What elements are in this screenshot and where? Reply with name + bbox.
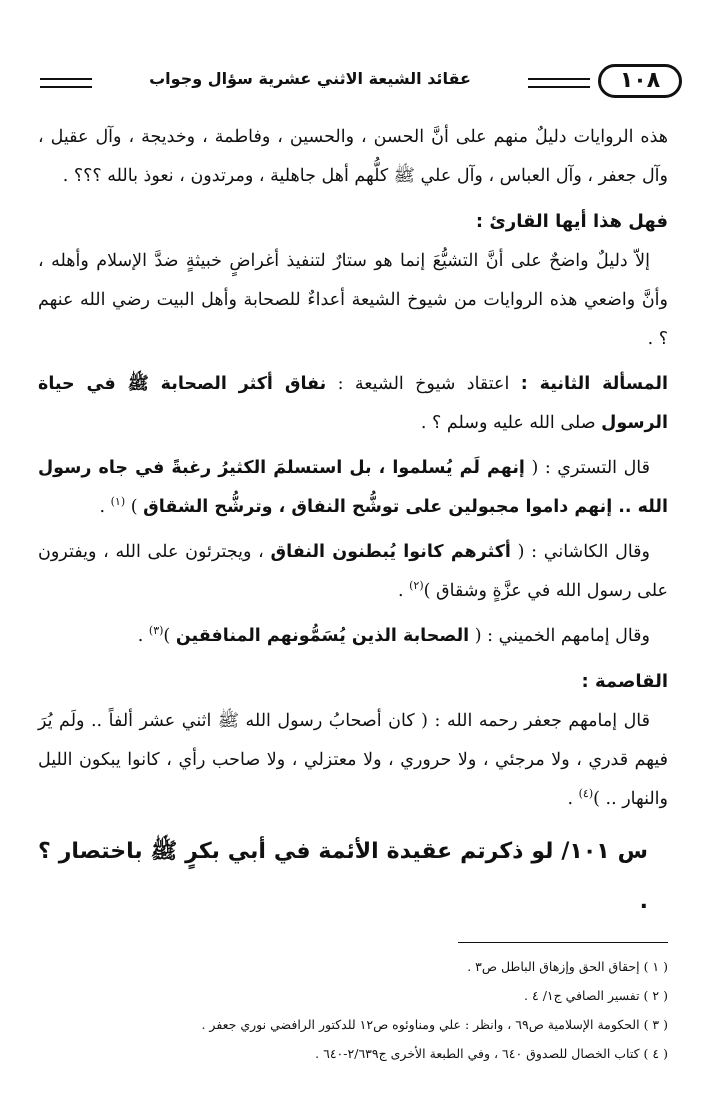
footnote-ref-1: (١) [110,495,126,509]
page-number: ١٠٨ [598,64,682,98]
second-issue-label: المسألة الثانية : [520,374,668,394]
footnote-ref-4: (٤) [578,787,594,801]
running-title: عقائد الشيعة الاثني عشرية سؤال وجواب [149,69,471,88]
footnote-4: ( ٤ ) كتاب الخصال للصدوق ٦٤٠ ، وفي الطبعة الأخرى ج٢/٦٣٩-٦٤٠ . [315,1046,668,1061]
header-rule-right [528,78,590,88]
footnotes [38,952,668,1068]
khomeini-close: ) [163,626,171,646]
quote-tustari [38,449,668,527]
page-header [40,58,682,108]
header-rule-left [40,78,92,88]
tustari-end: . [99,497,111,517]
question-101: س ١٠١/ لو ذكرتم عقيدة الأئمة في أبي بكرٍ ﷺ باختصار ؟ . [38,839,648,914]
paragraph-narrations: هذه الروايات دليلٌ منهم على أنَّ الحسن ، والحسين ، وفاطمة ، وخديجة ، وآل عقيل ، وآل جعفر ، وآل العباس ، وآل علي ﷺ كلُّهم أهل جاهلية ، ومرتدون ، نعوذ بالله ؟؟؟ . [38,127,668,186]
footnote-separator [458,942,668,943]
kashani-rest: ، ويجترئون على الله ، ويفترون على رسول الله في عزَّةٍ وشقاق ) [38,542,668,601]
footnote-1: ( ١ ) إحقاق الحق وإزهاق الباطل ص٣ . [467,959,668,974]
tustari-quote: إنهم لَم يُسلموا ، بل استسلمَ الكثيرُ رغبةً في جاه رسول الله .. إنهم داموا مجبولين على توشُّح النفاق ، وترشُّح الشقاق [38,458,668,517]
footnote-ref-2: (٢) [409,579,424,593]
second-issue-text-a: اعتقاد شيوخ الشيعة : [337,374,510,394]
section-second-issue [38,365,668,443]
quote-jafar [38,702,668,819]
body-text [38,118,668,927]
khomeini-intro: وقال إمامهم الخميني : ( [474,626,650,646]
tustari-close: ) [125,497,138,517]
khomeini-quote: الصحابة الذين يُسَمُّونهم المنافقين [175,626,470,646]
jafar-end: . [567,789,579,809]
footnote-2: ( ٢ ) تفسير الصافي ج١/ ٤ . [524,988,668,1003]
quote-khomeini [38,617,668,656]
tustari-intro: قال التستري : ( [531,458,650,478]
kashani-quote: أكثرهم كانوا يُبطنون النفاق [270,542,511,562]
second-issue-text-b: نفاق أكثر الصحابة ﷺ في حياة الرسول [38,374,668,433]
footnote-ref-3: (٣) [148,624,164,638]
footnote-3: ( ٣ ) الحكومة الإسلامية ص٦٩ ، وانظر : علي ومناوئوه ص١٢ للدكتور الرافضي نوري جعفر . [201,1017,668,1032]
jafar-text: قال إمامهم جعفر رحمه الله : ( كان أصحابُ رسول الله ﷺ اثني عشر ألفاً .. ولَم يُرَ فيهم قدري ، ولا مرجئي ، ولا حروري ، ولا معتزلي ، ولا صاحب رأي ، كانوا يبكون الليل والنهار .. ) [38,711,668,809]
paragraph-evidence: إلاّ دليلٌ واضحٌ على أنَّ التشيُّعَ إنما هو ستارٌ لتنفيذ أغراضٍ خبيثةٍ ضدَّ الإسلام وأهله ، وأنَّ واضعي هذه الروايات من شيوخ الشيعة أعداءٌ للصحابة وأهل البيت رضي الله عنهم ؟ . [38,251,668,349]
kashani-end: . [397,581,410,601]
second-issue-text-c: صلى الله عليه وسلم ؟ . [420,413,596,433]
khomeini-end: . [137,626,149,646]
heading-question-reader: فهل هذا أيها القارئ : [475,211,668,232]
quote-kashani [38,533,668,611]
kashani-intro: وقال الكاشاني : ( [517,542,650,562]
heading-qasima: القاصمة : [581,671,668,692]
